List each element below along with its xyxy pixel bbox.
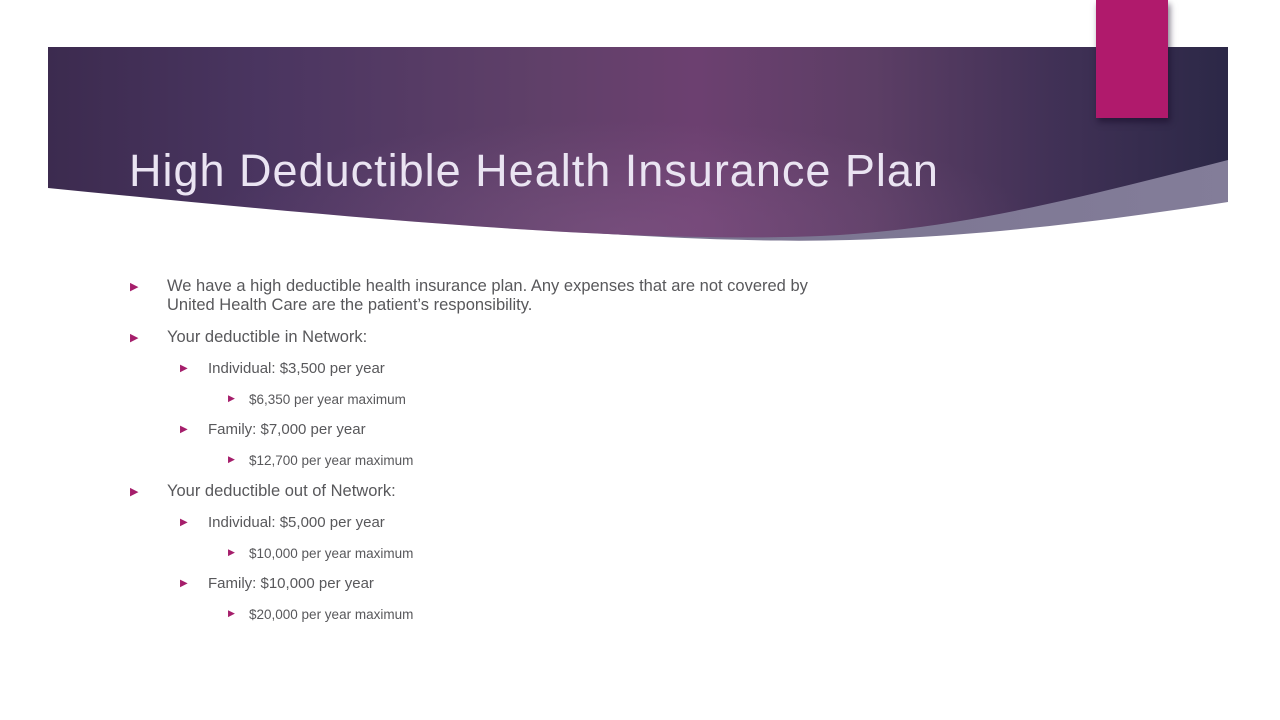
list-item-text: $10,000 per year maximum bbox=[249, 546, 414, 561]
bullet-triangle-icon: ▶ bbox=[228, 394, 235, 404]
list-item bbox=[130, 452, 1110, 469]
list-item-text: Family: $7,000 per year bbox=[208, 421, 366, 438]
bullet-triangle-icon: ▶ bbox=[180, 578, 188, 589]
header-banner bbox=[0, 0, 1280, 260]
bullet-triangle-icon: ▶ bbox=[180, 363, 188, 374]
list-item bbox=[130, 421, 1110, 439]
bullet-triangle-icon: ▶ bbox=[228, 609, 235, 619]
bullet-triangle-icon: ▶ bbox=[130, 331, 139, 344]
list-item bbox=[130, 328, 1110, 347]
list-item bbox=[130, 360, 1110, 378]
list-item bbox=[130, 575, 1110, 593]
list-item-text: We have a high deductible health insurance plan. Any expenses that are not covered by United Health Care are the patient’s responsibility. bbox=[167, 277, 808, 314]
list-item bbox=[130, 545, 1110, 562]
list-item-text: Individual: $5,000 per year bbox=[208, 514, 385, 531]
list-item-text: $12,700 per year maximum bbox=[249, 453, 414, 468]
list-item-text: $20,000 per year maximum bbox=[249, 607, 414, 622]
list-item-text: Your deductible in Network: bbox=[167, 328, 368, 346]
accent-rectangle bbox=[1096, 0, 1168, 118]
list-item bbox=[130, 606, 1110, 623]
list-item bbox=[130, 277, 1110, 315]
bullet-list bbox=[130, 277, 1110, 636]
list-item-text: Individual: $3,500 per year bbox=[208, 360, 385, 377]
list-item-text: Family: $10,000 per year bbox=[208, 575, 374, 592]
list-item bbox=[130, 514, 1110, 532]
bullet-triangle-icon: ▶ bbox=[130, 485, 139, 498]
bullet-triangle-icon: ▶ bbox=[228, 548, 235, 558]
bullet-triangle-icon: ▶ bbox=[228, 455, 235, 465]
bullet-triangle-icon: ▶ bbox=[130, 280, 139, 293]
list-item-text: Your deductible out of Network: bbox=[167, 482, 396, 500]
list-item bbox=[130, 482, 1110, 501]
bullet-triangle-icon: ▶ bbox=[180, 517, 188, 528]
page-title: High Deductible Health Insurance Plan bbox=[129, 145, 939, 197]
bullet-triangle-icon: ▶ bbox=[180, 424, 188, 435]
list-item bbox=[130, 391, 1110, 408]
list-item-text: $6,350 per year maximum bbox=[249, 392, 406, 407]
